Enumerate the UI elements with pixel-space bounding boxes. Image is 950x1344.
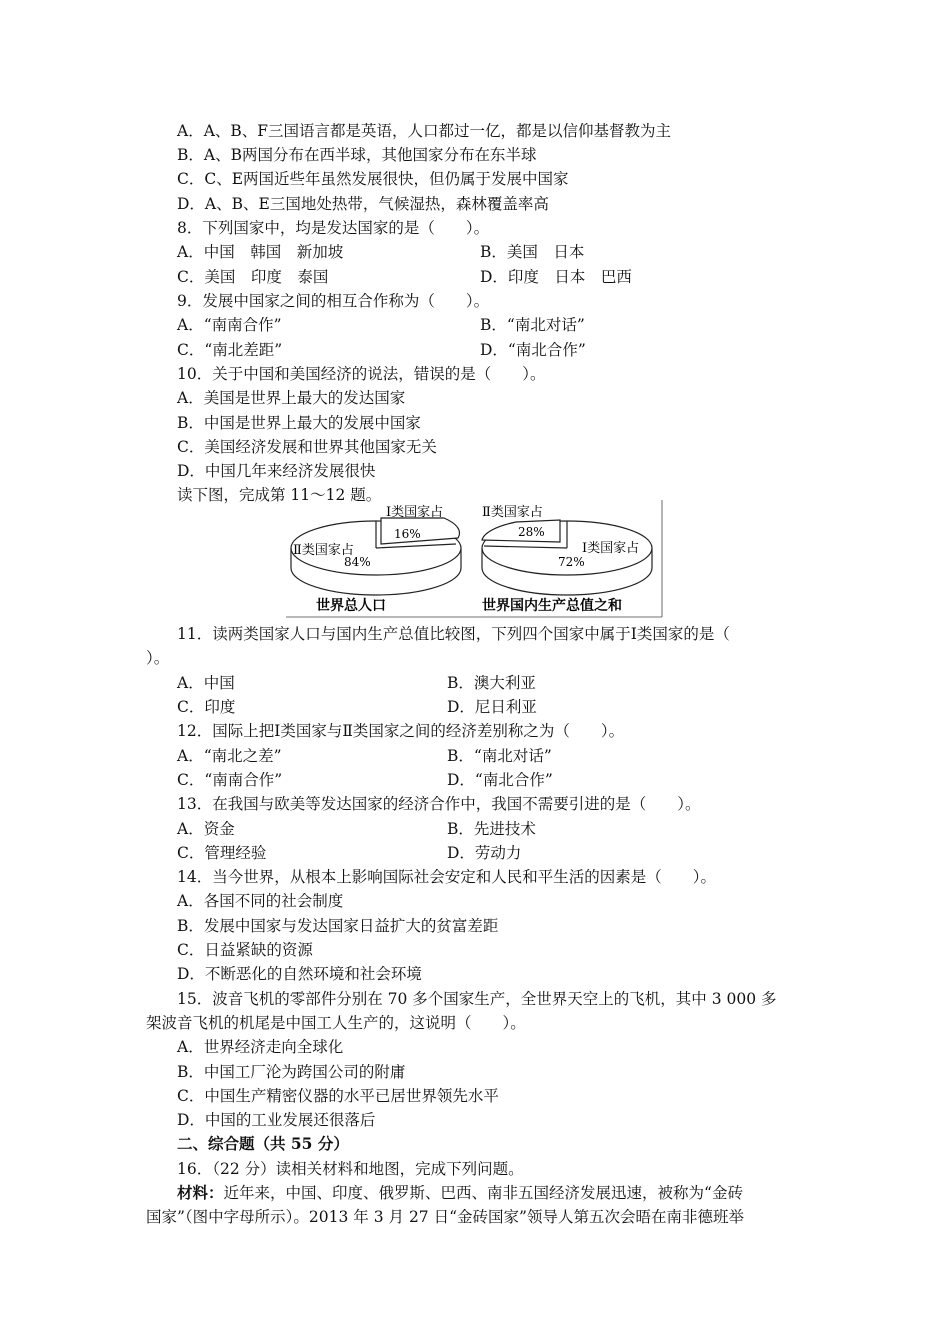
pie2-pct-i: 72% <box>558 555 585 569</box>
q8-option-b: B．美国 日本 <box>480 243 585 261</box>
q9-option-c: C．“南北差距” <box>177 341 283 359</box>
q13-option-b: B．先进技术 <box>447 820 536 838</box>
q10-option-d: D．中国几年来经济发展很快 <box>177 462 376 480</box>
q7-option-a: A．A、B、F三国语言都是英语，人口都过一亿，都是以信仰基督教为主 <box>177 122 672 140</box>
q14-option-b: B．发展中国家与发达国家日益扩大的贫富差距 <box>177 917 499 935</box>
q11-stem-cont: ）。 <box>146 649 170 667</box>
q12-stem: 12．国际上把Ⅰ类国家与Ⅱ类国家之间的经济差别称之为（ ）。 <box>177 722 625 740</box>
q10-option-a: A．美国是世界上最大的发达国家 <box>177 389 406 407</box>
pie-chart-figure <box>286 500 666 618</box>
q13-option-a: A．资金 <box>177 820 235 838</box>
q13-option-d: D．劳动力 <box>447 844 522 862</box>
q10-stem: 10．关于中国和美国经济的说法，错误的是（ ）。 <box>177 365 546 383</box>
section-heading: 二、综合题（共 55 分） <box>177 1134 349 1153</box>
pie1-pct-ii: 84% <box>344 555 371 569</box>
material-text: 近年来，中国、印度、俄罗斯、巴西、南非五国经济发展迅速，被称为“金砖 <box>223 1184 743 1202</box>
pie2-caption: 世界国内生产总值之和 <box>482 598 622 614</box>
q12-option-d: D．“南北合作” <box>447 771 553 789</box>
pie1-caption: 世界总人口 <box>316 598 386 614</box>
q11-option-b: B．澳大利亚 <box>447 674 536 692</box>
q11-option-a: A．中国 <box>177 674 235 692</box>
q15-stem-cont: 架波音飞机的机尾是中国工人生产的，这说明（ ）。 <box>146 1014 526 1032</box>
pie1-label-i: Ⅰ类国家占 <box>386 505 444 520</box>
q12-option-a: A．“南北之差” <box>177 747 282 765</box>
q7-option-c: C．C、E两国近些年虽然发展很快，但仍属于发展中国家 <box>177 170 569 188</box>
q9-option-a: A．“南南合作” <box>177 316 282 334</box>
q15-option-a: A．世界经济走向全球化 <box>177 1038 344 1056</box>
q14-option-a: A．各国不同的社会制度 <box>177 892 344 910</box>
q15-option-d: D．中国的工业发展还很落后 <box>177 1111 376 1129</box>
figure-intro: 读下图，完成第 11～12 题。 <box>177 486 382 504</box>
q12-option-b: B．“南北对话” <box>447 747 552 765</box>
pie2-pct-ii: 28% <box>518 525 545 539</box>
pie1-pct-i: 16% <box>394 527 421 541</box>
q13-option-c: C．管理经验 <box>177 844 267 862</box>
q9-option-b: B．“南北对话” <box>480 316 585 334</box>
q12-option-c: C．“南南合作” <box>177 771 283 789</box>
q11-stem: 11．读两类国家人口与国内生产总值比较图，下列四个国家中属于Ⅰ类国家的是（ <box>177 625 730 643</box>
q7-option-d: D．A、B、E三国地处热带，气候湿热，森林覆盖率高 <box>177 195 549 213</box>
q9-option-d: D．“南北合作” <box>480 341 586 359</box>
q14-option-c: C．日益紧缺的资源 <box>177 941 313 959</box>
q9-stem: 9．发展中国家之间的相互合作称为（ ）。 <box>177 292 490 310</box>
q8-option-c: C．美国 印度 泰国 <box>177 268 329 286</box>
material-label: 材料： <box>177 1183 224 1202</box>
q7-option-b: B．A、B两国分布在西半球，其他国家分布在东半球 <box>177 146 537 164</box>
q10-option-c: C．美国经济发展和世界其他国家无关 <box>177 438 437 456</box>
q8-option-a: A．中国 韩国 新加坡 <box>177 243 344 261</box>
pie2-label-ii: Ⅱ类国家占 <box>482 505 543 520</box>
q8-stem: 8．下列国家中，均是发达国家的是（ ）。 <box>177 219 490 237</box>
q11-option-d: D．尼日利亚 <box>447 698 537 716</box>
q16-stem: 16．（22 分）读相关材料和地图，完成下列问题。 <box>177 1160 524 1178</box>
pie1-label-ii: Ⅱ类国家占 <box>293 543 354 558</box>
q16-material-cont: 国家”（图中字母所示）。2013 年 3 月 27 日“金砖国家”领导人第五次会晤在南非德班举 <box>146 1208 744 1226</box>
q15-option-c: C．中国生产精密仪器的水平已居世界领先水平 <box>177 1087 499 1105</box>
q10-option-b: B．中国是世界上最大的发展中国家 <box>177 414 421 432</box>
q15-stem: 15．波音飞机的零部件分别在 70 多个国家生产，全世界天空上的飞机，其中 3 000 多 <box>177 990 777 1008</box>
q8-option-d: D．印度 日本 巴西 <box>480 268 632 286</box>
q11-option-c: C．印度 <box>177 698 236 716</box>
q15-option-b: B．中国工厂沦为跨国公司的附庸 <box>177 1063 406 1081</box>
q14-stem: 14．当今世界，从根本上影响国际社会安定和人民和平生活的因素是（ ）。 <box>177 868 716 886</box>
pie2-label-i: Ⅰ类国家占 <box>582 541 640 556</box>
q14-option-d: D．不断恶化的自然环境和社会环境 <box>177 965 422 983</box>
q13-stem: 13．在我国与欧美等发达国家的经济合作中，我国不需要引进的是（ ）。 <box>177 795 701 813</box>
q16-material <box>177 1183 743 1203</box>
